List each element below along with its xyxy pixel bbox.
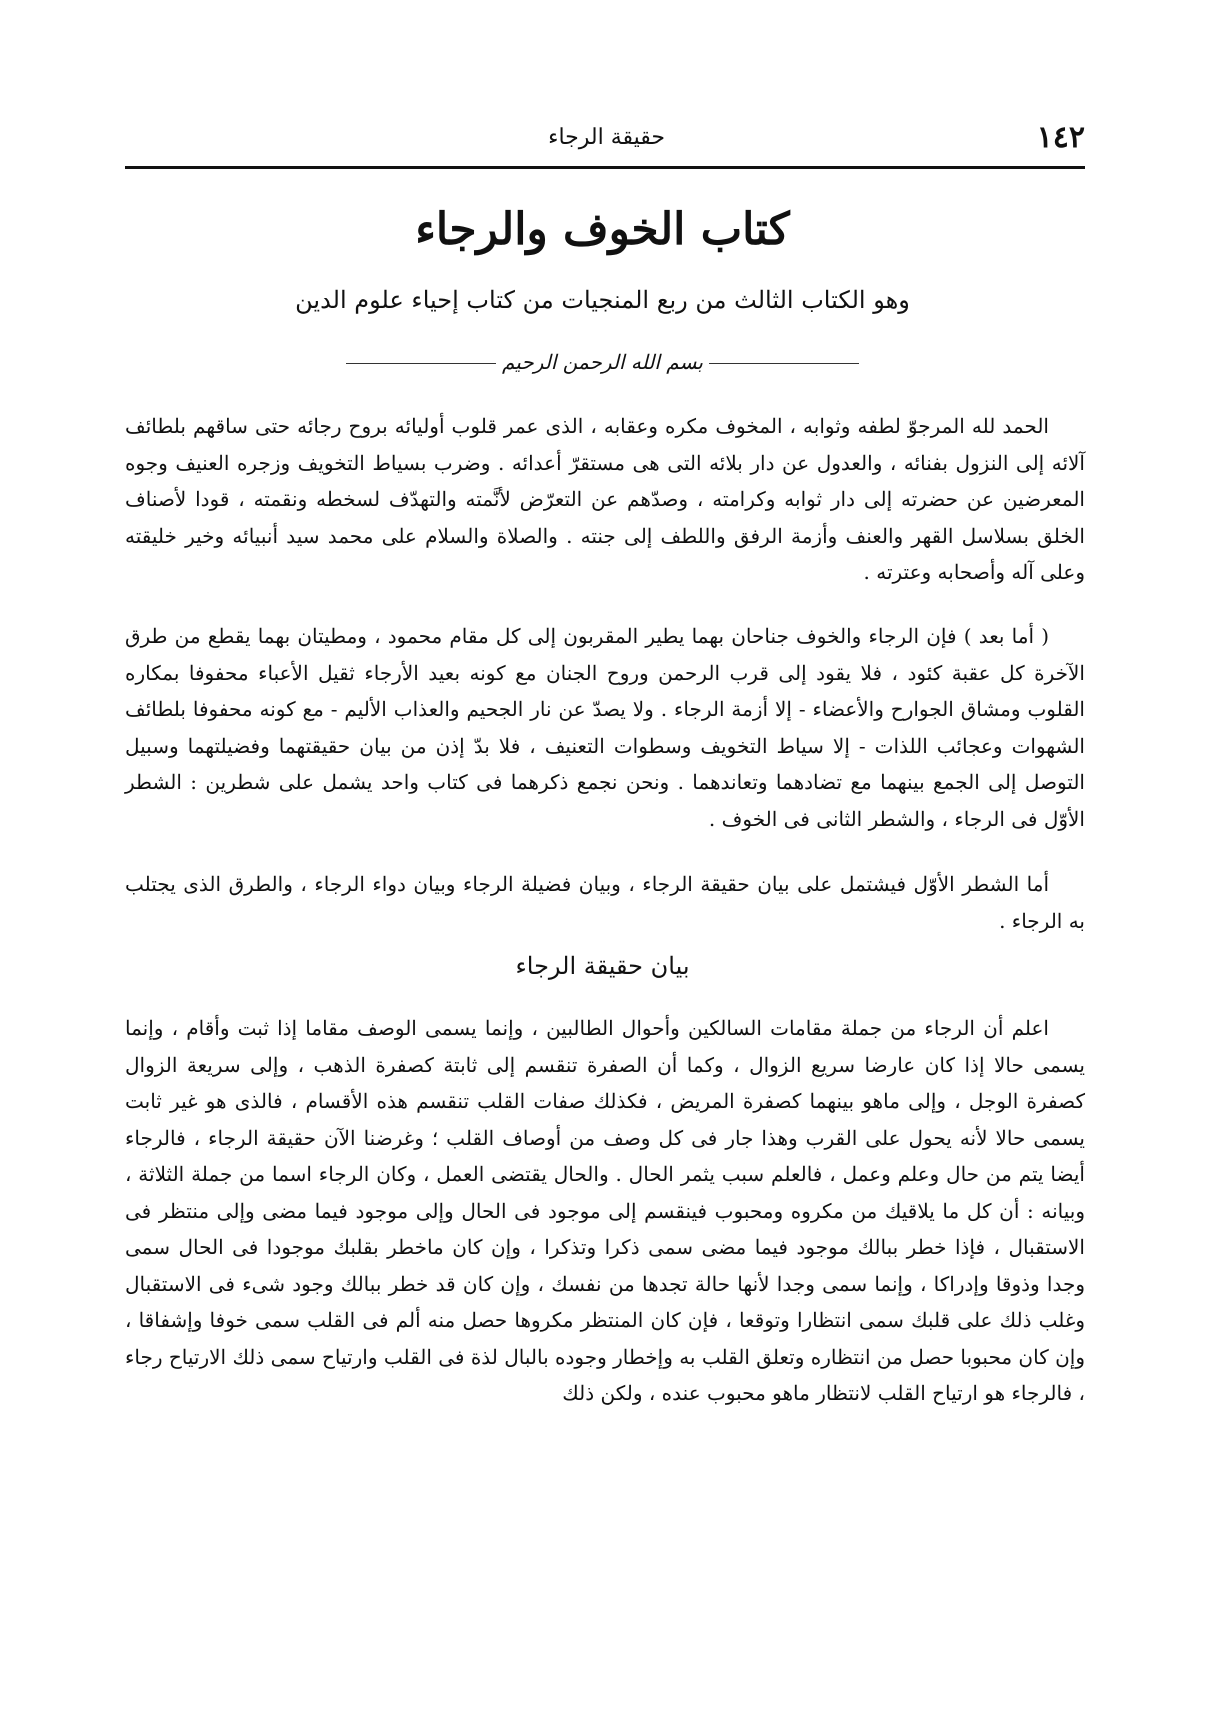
page-header — [125, 118, 1085, 169]
body-paragraph: اعلم أن الرجاء من جملة مقامات السالكين وأحوال الطالبين ، وإنما يسمى الوصف مقاما إذا ثبت وأقام ، وإنما يسمى حالا إذا كان عارضا سريع الزوال ، وكما أن الصفرة تنقسم إلى ثابتة كصفرة الذهب ، وإلى سريعة الزوال كصفرة الوجل ، وإلى ماهو بينهما كصفرة المريض ، فكذلك صفات القلب تنقسم هذه الأقسام ، فالذى هو غير ثابت يسمى حالا لأنه يحول على القرب وهذا جار فى كل وصف من أوصاف القلب ؛ وغرضنا الآن حقيقة الرجاء ، فالرجاء أيضا يتم من حال وعلم وعمل ، فالعلم سبب يثمر الحال . والحال يقتضى العمل ، وكان الرجاء اسما من جملة الثلاثة ، وبيانه : أن كل ما يلاقيك من مكروه ومحبوب فينقسم إلى موجود فى الحال وإلى موجود فيما مضى وإلى منتظر فى الاستقبال ، فإذا خطر ببالك موجود فيما مضى سمى ذكرا وتذكرا ، وإن كان ماخطر بقلبك موجودا فى الحال سمى وجدا وذوقا وإدراكا ، وإنما سمى وجدا لأنها حالة تجدها من نفسك ، وإن كان قد خطر ببالك وجود شىء فى الاستقبال وغلب ذلك على قلبك سمى انتظارا وتوقعا ، فإن كان المنتظر مكروها حصل منه ألم فى القلب سمى خوفا وإشفاقا ، وإن كان محبوبا حصل من انتظاره وتعلق القلب به وإخطار وجوده بالبال لذة فى القلب وارتياح سمى ذلك الارتياح رجاء ، فالرجاء هو ارتياح القلب لانتظار ماهو محبوب عنده ، ولكن ذلك — [124, 1016, 1085, 1405]
book-subtitle: وهو الكتاب الثالث من ربع المنجيات من كتاب إحياء علوم الدين — [295, 286, 910, 314]
intro-paragraph-praise: الحمد لله المرجوّ لطفه وثوابه ، المخوف مكره وعقابه ، الذى عمر قلوب أوليائه بروح رجائه حتى ساقهم بلطائف آلائه إلى النزول بفنائه ، والعدول عن دار بلائه التى هى مستقرّ أعدائه . وضرب بسياط التخويف وزجره العنيف وجوه المعرضين عن حضرته إلى دار ثوابه وكرامته ، وصدّهم عن التعرّض لأنَّمته والتهدّف لسخطه ونقمته ، قودا لأصناف الخلق بسلاسل القهر والعنف وأزمة الرفق واللطف إلى جنته . والصلاة والسلام على محمد سيد أنبيائه وخير خليقته وعلى آله وأصحابه وعترته . — [125, 414, 1085, 584]
basmala-ornament — [0, 346, 1205, 378]
book-title: كتاب الخوف والرجاء — [415, 204, 790, 255]
ornament-line-left — [346, 363, 496, 364]
running-title: حقيقة الرجاء — [548, 125, 665, 150]
intro-paragraph-first-part: أما الشطر الأوّل فيشتمل على بيان حقيقة الرجاء ، وبيان فضيلة الرجاء وبيان دواء الرجاء ، والطرق الذى يجتلب به الرجاء . — [125, 872, 1085, 933]
intro-paragraph-amma-baad: ( أما بعد ) فإن الرجاء والخوف جناحان بهما يطير المقربون إلى كل مقام محمود ، ومطيتان بهما يقطع من طرق الآخرة كل عقبة كئود ، فلا يقود إلى قرب الرحمن وروح الجنان مع كونه بعيد الأرجاء ثقيل الأعباء محفوفا بمكاره القلوب ومشاق الجوارح والأعضاء - إلا أزمة الرجاء . ولا يصدّ عن نار الجحيم والعذاب الأليم - مع كونه محفوفا بلطائف الشهوات وعجائب اللذات - إلا سياط التخويف وسطوات التعنيف ، فلا بدّ إذن من بيان حقيقتهما وفضيلتهما وسبيل التوصل إلى الجمع بينهما مع تضادهما وتعاندهما . ونحن نجمع ذكرهما فى كتاب واحد يشمل على شطرين : الشطر الأوّل فى الرجاء ، والشطر الثانى فى الخوف . — [125, 624, 1085, 831]
basmala-text: بسم الله الرحمن الرحيم — [501, 350, 703, 374]
page-number: ١٤٢ — [1036, 120, 1085, 155]
section-heading: بيان حقيقة الرجاء — [515, 952, 690, 980]
ornament-line-right — [709, 363, 859, 364]
